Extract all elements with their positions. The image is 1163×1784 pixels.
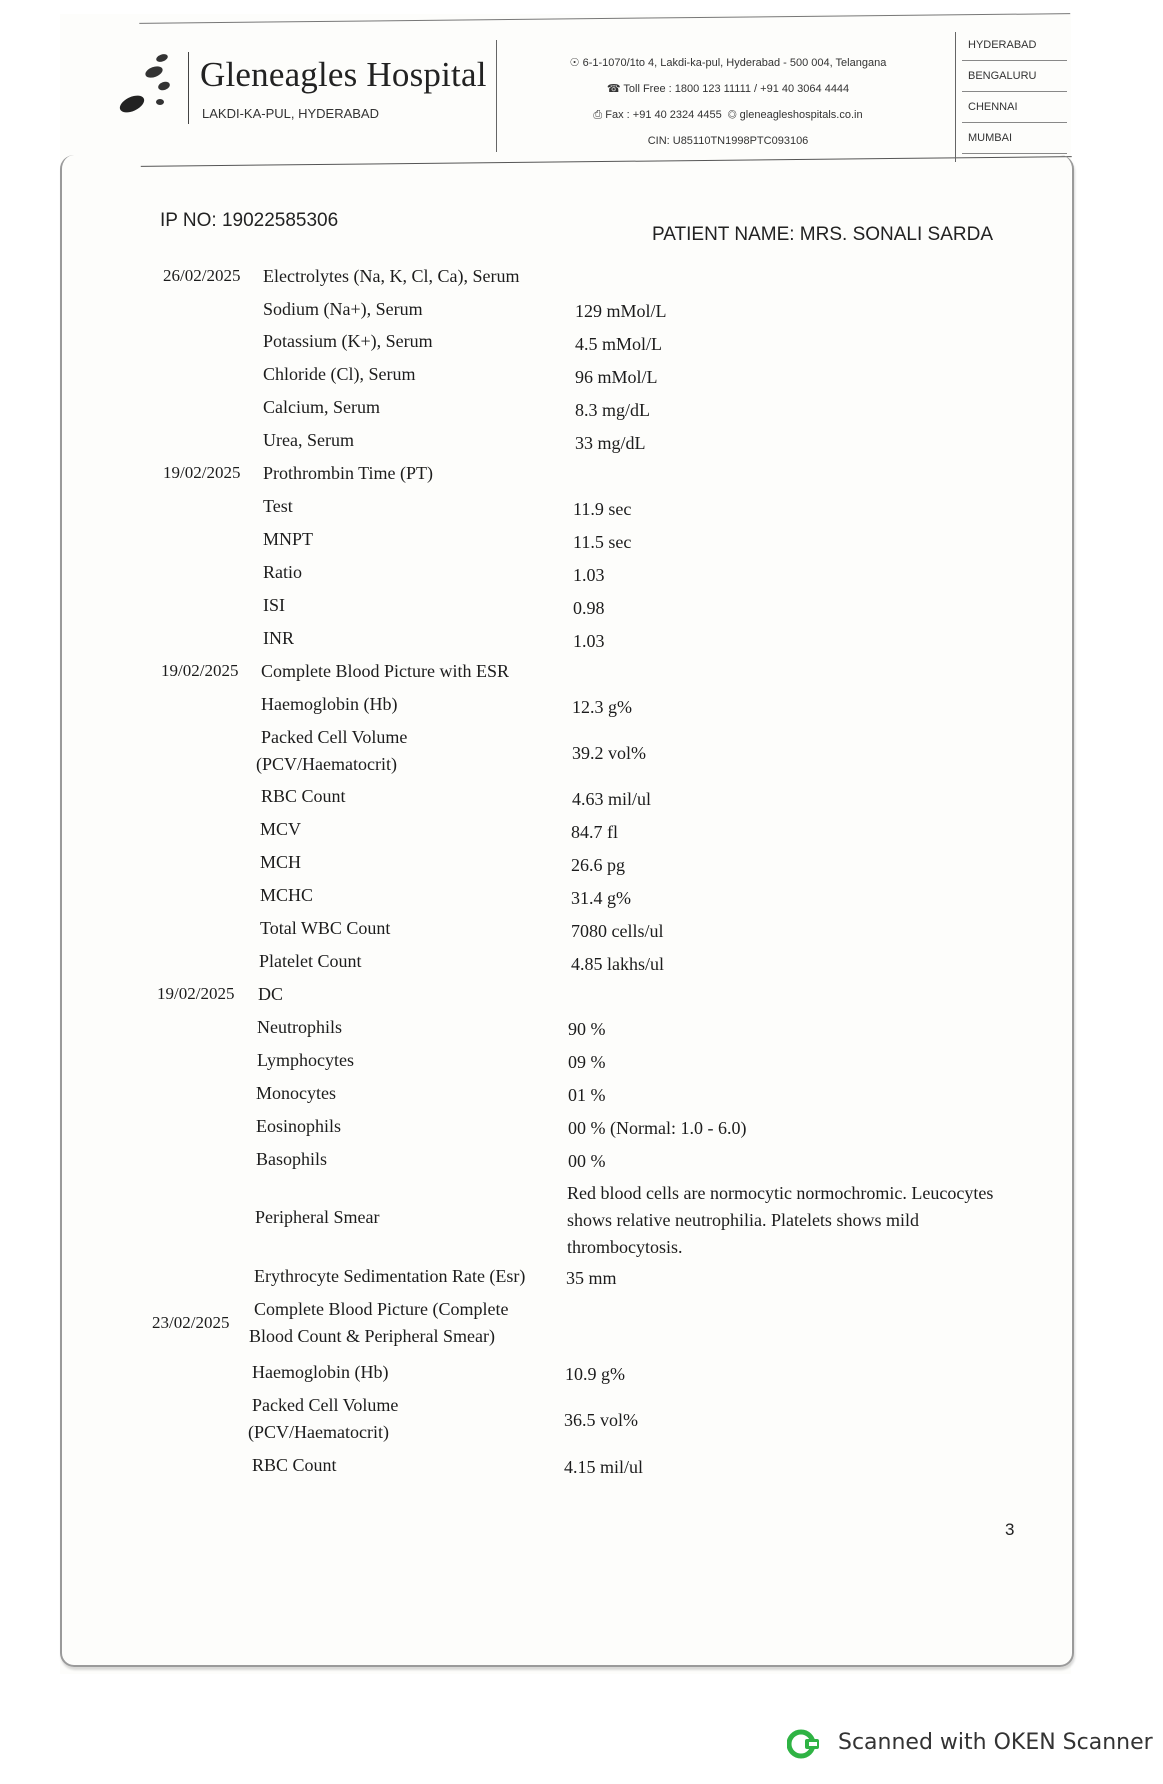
test-label-cont: (PCV/Haematocrit) bbox=[248, 1422, 389, 1442]
test-value: 12.3 g% bbox=[572, 697, 632, 717]
section-title-cont: Blood Count & Peripheral Smear) bbox=[249, 1326, 495, 1346]
test-label-cont: (PCV/Haematocrit) bbox=[256, 754, 397, 774]
city-list bbox=[962, 30, 1067, 154]
test-value: 35 mm bbox=[566, 1268, 617, 1288]
test-label: Calcium, Serum bbox=[263, 397, 380, 417]
cities-divider bbox=[955, 32, 956, 162]
test-label: Test bbox=[263, 496, 293, 516]
header-divider bbox=[496, 40, 497, 152]
section-title: DC bbox=[258, 984, 284, 1004]
test-label: Potassium (K+), Serum bbox=[263, 331, 433, 351]
test-value: 8.3 mg/dL bbox=[575, 400, 650, 420]
test-label: Haemoglobin (Hb) bbox=[261, 694, 398, 714]
test-value: 36.5 vol% bbox=[564, 1410, 638, 1430]
section-date: 23/02/2025 bbox=[152, 1313, 230, 1332]
test-label: Packed Cell Volume bbox=[261, 727, 408, 747]
test-label: MCH bbox=[260, 852, 302, 872]
section-date: 26/02/2025 bbox=[163, 266, 241, 285]
test-label: INR bbox=[263, 628, 294, 648]
test-value: 11.5 sec bbox=[573, 532, 632, 552]
test-label: MNPT bbox=[263, 529, 314, 549]
test-label: Urea, Serum bbox=[263, 430, 354, 450]
test-value: 33 mg/dL bbox=[575, 433, 646, 453]
test-label: Monocytes bbox=[256, 1083, 336, 1103]
test-value: 00 % bbox=[568, 1151, 606, 1171]
patient-name: PATIENT NAME: MRS. SONALI SARDA bbox=[652, 224, 994, 245]
test-value: 4.5 mMol/L bbox=[575, 334, 663, 354]
test-label: Lymphocytes bbox=[257, 1050, 354, 1070]
test-value: 1.03 bbox=[573, 631, 605, 651]
section-date: 19/02/2025 bbox=[157, 984, 235, 1003]
test-value: 7080 cells/ul bbox=[571, 921, 664, 941]
test-value: 84.7 fl bbox=[571, 822, 618, 842]
toll-free-line: ☎ Toll Free : 1800 123 11111 / +91 40 3064 4444 bbox=[606, 83, 850, 95]
city-item: CHENNAI bbox=[962, 92, 1067, 123]
section-title: Complete Blood Picture (Complete bbox=[254, 1299, 509, 1319]
test-value: 11.9 sec bbox=[573, 499, 632, 519]
test-value: 96 mMol/L bbox=[575, 367, 658, 387]
hospital-name: Gleneagles Hospital bbox=[200, 55, 487, 94]
test-label: Chloride (Cl), Serum bbox=[263, 364, 416, 384]
test-label: Total WBC Count bbox=[260, 918, 391, 938]
test-value: 26.6 pg bbox=[571, 855, 625, 875]
test-value: 90 % bbox=[568, 1019, 606, 1039]
page-frame bbox=[60, 155, 1074, 1667]
hospital-location: LAKDI-KA-PUL, HYDERABAD bbox=[202, 106, 379, 121]
test-value: 0.98 bbox=[573, 598, 605, 618]
address-line: ☉ 6-1-1070/1to 4, Lakdi-ka-pul, Hyderabad - 500 004, Telangana bbox=[569, 57, 887, 69]
test-value: 4.85 lakhs/ul bbox=[571, 954, 664, 974]
scanner-watermark: Scanned with OKEN Scanner bbox=[838, 1730, 1153, 1755]
section-title: Prothrombin Time (PT) bbox=[263, 463, 434, 483]
section-date: 19/02/2025 bbox=[161, 661, 239, 680]
test-label: RBC Count bbox=[252, 1455, 337, 1475]
section-title: Electrolytes (Na, K, Cl, Ca), Serum bbox=[263, 266, 520, 286]
scanner-logo-icon bbox=[787, 1727, 821, 1761]
city-item: MUMBAI bbox=[962, 123, 1067, 154]
page-number: 3 bbox=[1005, 1520, 1015, 1539]
section-title: Complete Blood Picture with ESR bbox=[261, 661, 509, 681]
test-label: Basophils bbox=[256, 1149, 328, 1169]
test-label: Eosinophils bbox=[256, 1116, 342, 1136]
contact-block bbox=[508, 50, 948, 154]
smear-report: Red blood cells are normocytic normochromic. Leucocytes shows relative neutrophilia. Platelets shows mild thrombocytosis. bbox=[567, 1183, 994, 1257]
cin-line: CIN: U85110TN1998PTC093106 bbox=[647, 135, 809, 147]
test-label: Peripheral Smear bbox=[255, 1207, 380, 1227]
section-date: 19/02/2025 bbox=[163, 463, 241, 482]
test-label: Haemoglobin (Hb) bbox=[252, 1362, 389, 1382]
test-value: 129 mMol/L bbox=[575, 301, 667, 321]
test-value: 39.2 vol% bbox=[572, 743, 646, 763]
test-label: Sodium (Na+), Serum bbox=[263, 299, 423, 319]
test-label: Packed Cell Volume bbox=[252, 1395, 399, 1415]
logo-divider bbox=[188, 52, 189, 124]
test-value: 4.15 mil/ul bbox=[564, 1457, 644, 1477]
hospital-logo-icon bbox=[118, 50, 178, 120]
fax-web-line: ⎙ Fax : +91 40 2324 4455 ◎ gleneagleshospitals.co.in bbox=[593, 109, 863, 121]
test-value: 31.4 g% bbox=[571, 888, 631, 908]
test-label: ISI bbox=[263, 595, 285, 615]
test-label: Platelet Count bbox=[259, 951, 362, 971]
city-item: HYDERABAD bbox=[962, 30, 1067, 61]
test-label: MCHC bbox=[260, 885, 314, 905]
test-value: 09 % bbox=[568, 1052, 606, 1072]
test-value: 4.63 mil/ul bbox=[572, 789, 652, 809]
test-value: 1.03 bbox=[573, 565, 605, 585]
test-label: Ratio bbox=[263, 562, 302, 582]
test-label: Erythrocyte Sedimentation Rate (Esr) bbox=[254, 1266, 526, 1286]
city-item: BENGALURU bbox=[962, 61, 1067, 92]
ip-number: IP NO: 19022585306 bbox=[160, 210, 339, 231]
test-label: RBC Count bbox=[261, 786, 346, 806]
test-label: MCV bbox=[260, 819, 302, 839]
test-value: 00 % (Normal: 1.0 - 6.0) bbox=[568, 1118, 747, 1138]
test-label: Neutrophils bbox=[257, 1017, 342, 1037]
test-value: 01 % bbox=[568, 1085, 606, 1105]
test-value: 10.9 g% bbox=[565, 1364, 625, 1384]
